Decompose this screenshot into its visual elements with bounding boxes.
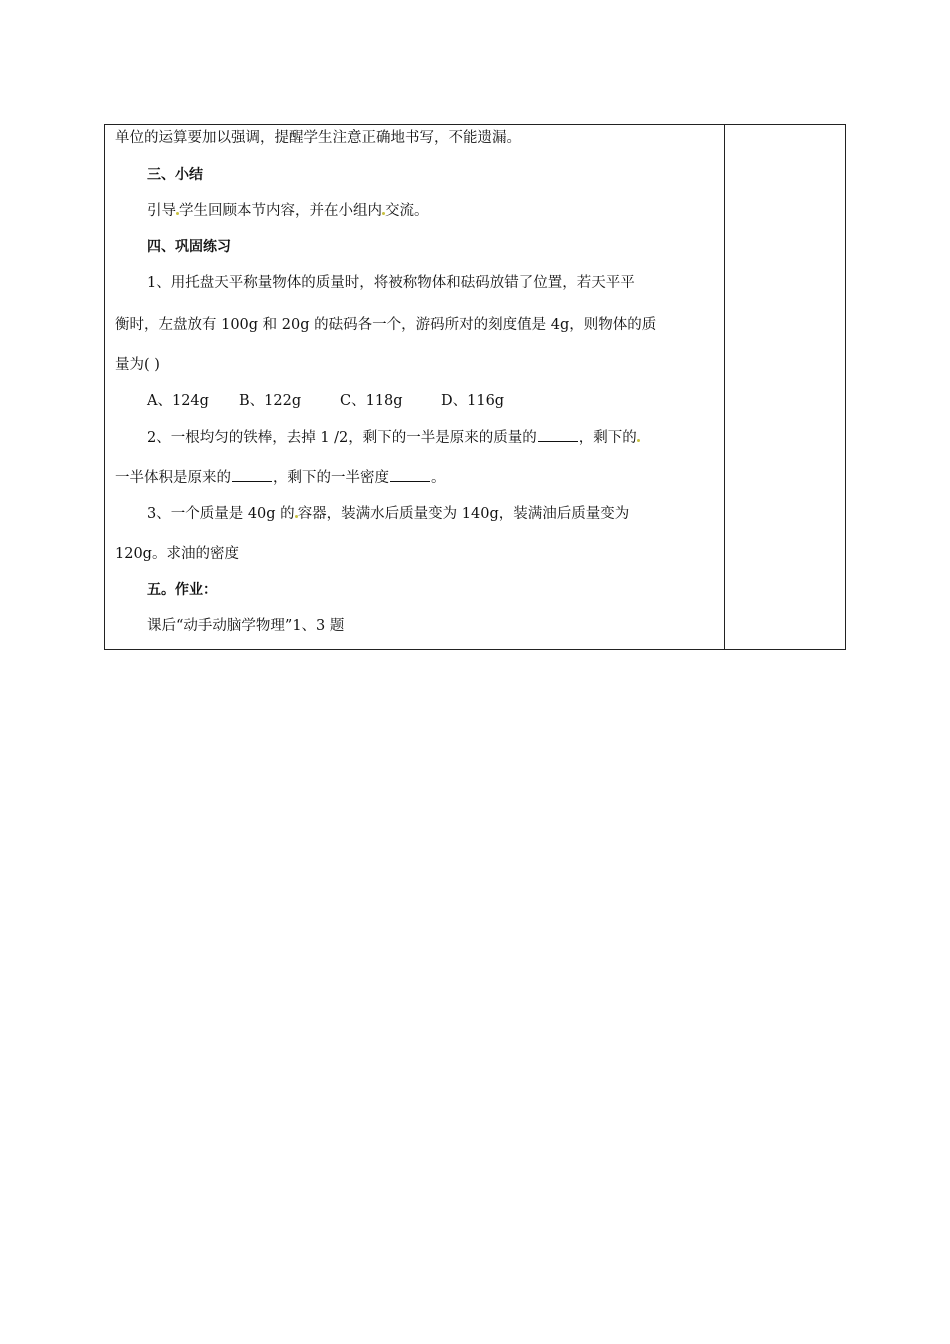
text-line	[147, 616, 344, 636]
text-line	[115, 467, 446, 488]
line-text: 1、用托盘天平称量物体的质量时，将被称物体和砝码放错了位置，若天平平	[147, 275, 635, 291]
text-line	[147, 427, 640, 448]
line-text: 容器，装满水后质量变为 140g，装满油后质量变为	[297, 506, 630, 522]
line-text: 。	[431, 470, 446, 486]
line-text: 120g。求油的密度	[115, 546, 239, 562]
line-text: 2、一根均匀的铁棒，去掉 1 /2，剩下的一半是原来的质量的	[147, 430, 537, 446]
option-c: C、118g	[340, 393, 403, 409]
answer-blank	[390, 467, 430, 482]
line-text: ，剩下的	[578, 430, 637, 446]
line-text: 课后“动手动脑学物理”1、3 题	[147, 618, 345, 634]
table-column-divider	[724, 125, 725, 649]
text-line	[115, 315, 656, 335]
text-line	[147, 504, 629, 524]
answer-blank	[538, 427, 578, 442]
option-d: D、116g	[441, 393, 505, 409]
section-heading-homework: 五。作业：	[147, 582, 217, 598]
line-text: 交流。	[385, 203, 429, 219]
answer-blank	[232, 467, 272, 482]
section-heading-exercises: 四、巩固练习	[147, 239, 231, 255]
lesson-table	[104, 124, 846, 650]
line-text: 量为( )	[115, 357, 160, 373]
line-text: 单位的运算要加以强调，提醒学生注意正确地书写，不能遗漏。	[115, 130, 521, 146]
section-heading-summary: 三、小结	[147, 167, 203, 183]
line-text: 3、一个质量是 40g 的	[147, 506, 295, 522]
text-line	[147, 273, 635, 293]
line-text: 一半体积是原来的	[115, 470, 231, 486]
text-line	[147, 201, 429, 221]
line-text: ，剩下的一半密度	[273, 470, 389, 486]
line-text: 衡时，左盘放有 100g 和 20g 的砝码各一个，游码所对的刻度值是 4g，则物体的质	[115, 317, 657, 333]
dot-mark	[637, 439, 640, 442]
options-line	[147, 391, 504, 411]
text-line	[115, 544, 239, 564]
line-text: 引导	[147, 203, 176, 219]
text-line	[115, 355, 160, 375]
option-a: A、124g	[147, 393, 209, 409]
line-text: 学生回顾本节内容，并在小组内	[179, 203, 382, 219]
option-b: B、122g	[239, 393, 302, 409]
text-line	[115, 128, 521, 148]
